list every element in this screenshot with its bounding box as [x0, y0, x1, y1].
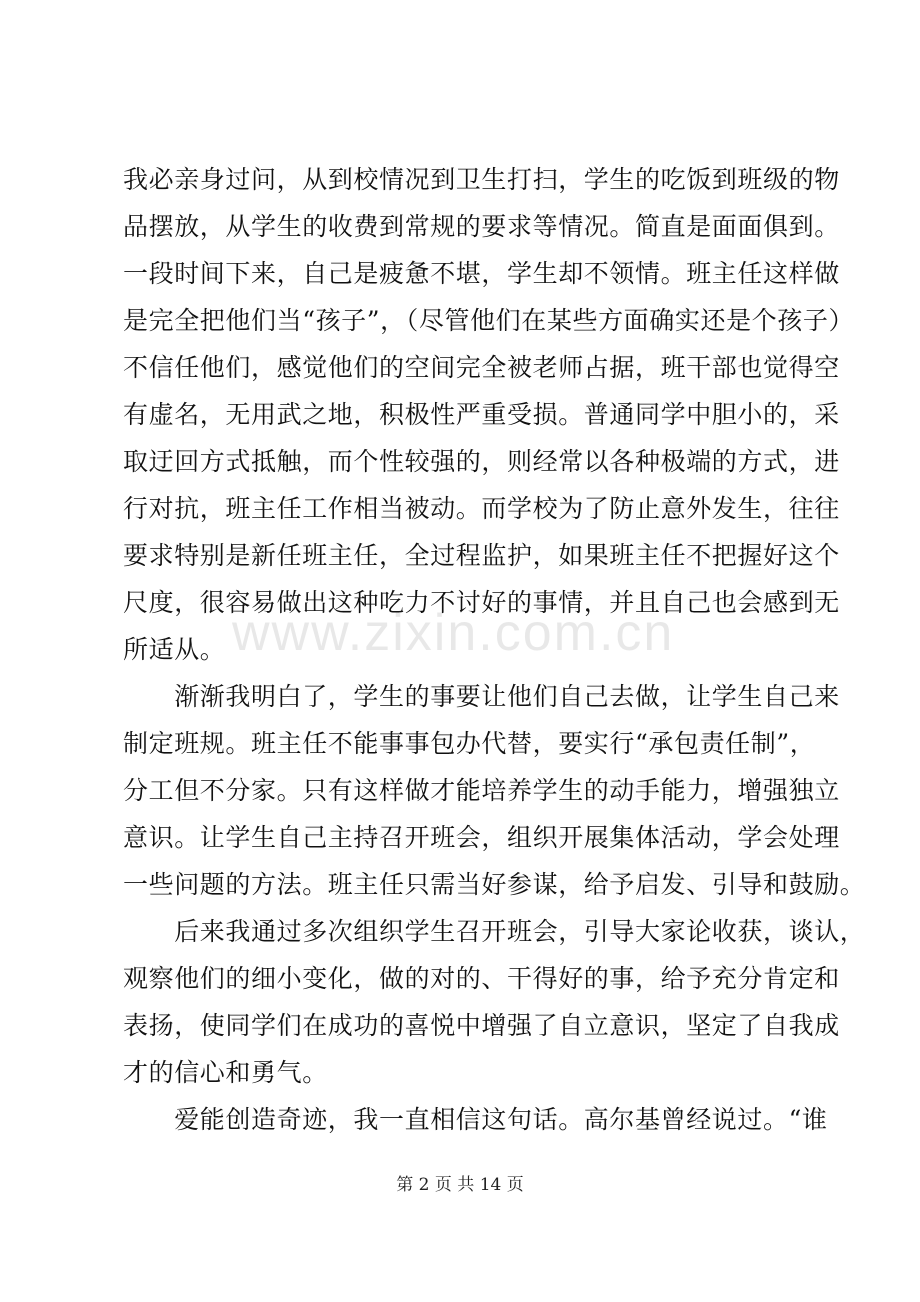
text-line: 一段时间下来，自己是疲惫不堪，学生却不领情。班主任这样做: [123, 259, 840, 288]
text-line: 表扬，使同学们在成功的喜悦中增强了自立意识，坚定了自我成: [123, 1011, 840, 1040]
text-line: 尺度，很容易做出这种吃力不讨好的事情，并且自己也会感到无: [123, 588, 840, 617]
text-line: 意识。让学生自己主持召开班会，组织开展集体活动，学会处理: [123, 823, 840, 852]
text-line: 行对抗，班主任工作相当被动。而学校为了防止意外发生，往往: [123, 494, 840, 523]
text-line: 所适从。: [123, 635, 226, 664]
text-line: 渐渐我明白了，学生的事要让他们自己去做，让学生自己来: [123, 682, 840, 711]
text-line: 品摆放，从学生的收费到常规的要求等情况。简直是面面俱到。: [123, 212, 840, 241]
text-line: 制定班规。班主任不能事事包办代替，要实行“承包责任制”，: [123, 729, 816, 758]
watermark: www.zixin.com.cn: [232, 604, 675, 662]
text-line: 观察他们的细小变化，做的对的、干得好的事，给予充分肯定和: [123, 964, 840, 993]
text-line: 不信任他们，感觉他们的空间完全被老师占据，班干部也觉得空: [123, 353, 840, 382]
text-line: 才的信心和勇气。: [123, 1058, 328, 1087]
page-number-footer: 第 2 页 共 14 页: [396, 1175, 524, 1195]
text-line: 有虚名，无用武之地，积极性严重受损。普通同学中胆小的，采: [123, 400, 840, 429]
text-line: 爱能创造奇迹，我一直相信这句话。高尔基曾经说过。“谁: [123, 1105, 828, 1134]
text-line: 一些问题的方法。班主任只需当好参谋，给予启发、引导和鼓励。: [123, 870, 866, 899]
text-line: 我必亲身过问，从到校情况到卫生打扫，学生的吃饭到班级的物: [123, 165, 840, 194]
text-line: 后来我通过多次组织学生召开班会，引导大家论收获，谈认，: [123, 917, 866, 946]
text-line: 分工但不分家。只有这样做才能培养学生的动手能力，增强独立: [123, 776, 840, 805]
text-line: 取迂回方式抵触，而个性较强的，则经常以各种极端的方式，进: [123, 447, 840, 476]
text-line: 是完全把他们当“孩子”，（尽管他们在某些方面确实还是个孩子）: [123, 306, 855, 335]
text-line: 要求特别是新任班主任，全过程监护，如果班主任不把握好这个: [123, 541, 840, 570]
